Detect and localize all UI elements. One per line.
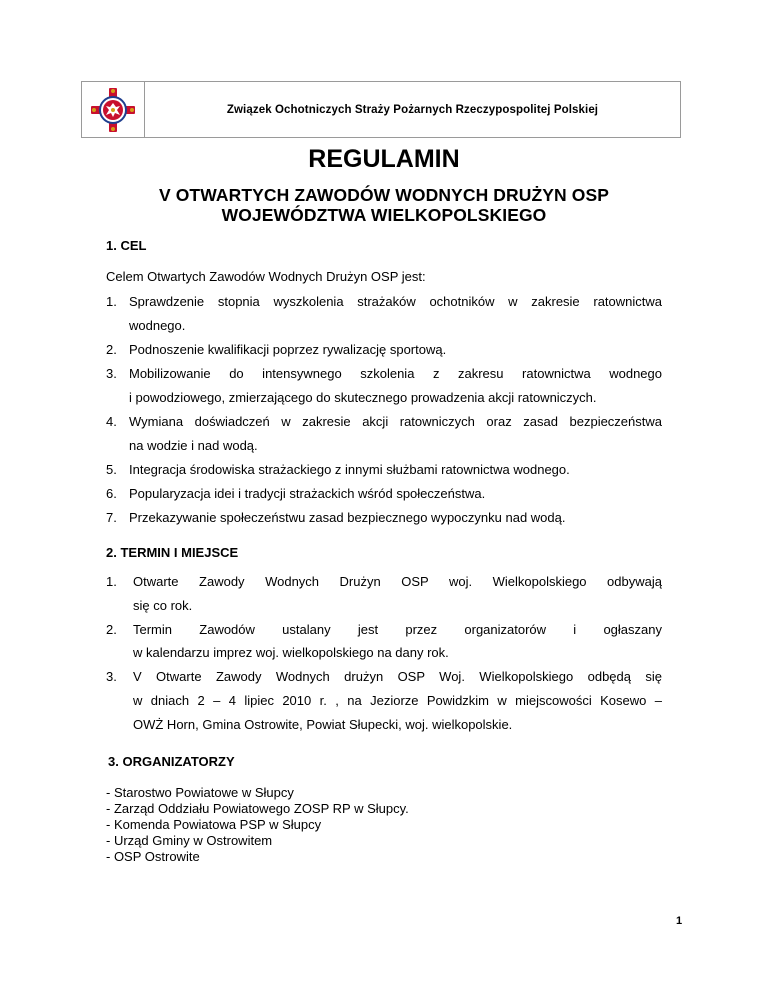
section-heading-cel: 1. CEL <box>106 238 147 253</box>
list-item-number: 3. <box>106 669 117 684</box>
page-title: REGULAMIN <box>308 145 460 173</box>
list-item-text: Integracja środowiska strażackiego z innymi służbami ratownictwa wodnego. <box>129 462 570 477</box>
section-intro: Celem Otwartych Zawodów Wodnych Drużyn OSP jest: <box>106 269 426 284</box>
list-item-number: 2. <box>106 342 117 357</box>
list-item-text: V Otwarte Zawody Wodnych drużyn OSP Woj. Wielkopolskiego odbędą się <box>133 669 662 684</box>
list-item-text-cont: wodnego. <box>129 318 186 333</box>
page-number: 1 <box>676 915 683 927</box>
list-item-number: 7. <box>106 510 117 525</box>
subtitle-line-2: WOJEWÓDZTWA WIELKOPOLSKIEGO <box>221 205 547 225</box>
organizer-item: - Zarząd Oddziału Powiatowego ZOSP RP w Słupcy. <box>106 801 409 816</box>
list-item-text: Termin Zawodów ustalany jest przez organizatorów i ogłaszany <box>133 622 662 637</box>
list-item-number: 5. <box>106 462 117 477</box>
list-item-text: Otwarte Zawody Wodnych Drużyn OSP woj. Wielkopolskiego odbywają <box>133 574 662 589</box>
zosp-logo <box>82 82 145 137</box>
list-item-text-cont: OWŻ Horn, Gmina Ostrowite, Powiat Słupecki, woj. wielkopolskie. <box>133 717 513 732</box>
section-heading-termin: 2. TERMIN I MIEJSCE <box>106 545 239 560</box>
list-item-text-cont: się co rok. <box>133 598 193 613</box>
list-item-number: 4. <box>106 414 117 429</box>
section-heading-organizatorzy: 3. ORGANIZATORZY <box>108 754 235 769</box>
list-item-text-cont: w kalendarzu imprez woj. wielkopolskiego na dany rok. <box>133 645 449 660</box>
list-item-number: 2. <box>106 622 117 637</box>
list-item-text: Wymiana doświadczeń w zakresie akcji ratowniczych oraz zasad bezpieczeństwa <box>129 414 662 429</box>
organizer-item: - Starostwo Powiatowe w Słupcy <box>106 785 294 800</box>
organizer-item: - OSP Ostrowite <box>106 849 200 864</box>
list-item-text-cont: i powodziowego, zmierzającego do skutecznego prowadzenia akcji ratowniczych. <box>129 390 597 405</box>
list-item-number: 1. <box>106 574 117 589</box>
list-item-text: Popularyzacja idei i tradycji strażackich wśród społeczeństwa. <box>129 486 486 501</box>
list-item-text-cont: w dniach 2 – 4 lipiec 2010 r. , na Jeziorze Powidzkim w miejscowości Kosewo – <box>133 693 662 708</box>
list-item-text: Mobilizowanie do intensywnego szkolenia z zakresu ratownictwa wodnego <box>129 366 662 381</box>
organizer-item: - Komenda Powiatowa PSP w Słupcy <box>106 817 322 832</box>
list-item-number: 6. <box>106 486 117 501</box>
list-item-text-cont: na wodzie i nad wodą. <box>129 438 258 453</box>
list-item-number: 3. <box>106 366 117 381</box>
zosp-emblem-icon <box>90 87 136 133</box>
list-item-text: Sprawdzenie stopnia wyszkolenia strażaków ochotników w zakresie ratownictwa <box>129 294 662 309</box>
list-item-number: 1. <box>106 294 117 309</box>
organizer-item: - Urząd Gminy w Ostrowitem <box>106 833 273 848</box>
list-item-text: Przekazywanie społeczeństwu zasad bezpiecznego wypoczynku nad wodą. <box>129 510 566 525</box>
subtitle-line-1: V OTWARTYCH ZAWODÓW WODNYCH DRUŻYN OSP <box>158 185 610 205</box>
list-item-text: Podnoszenie kwalifikacji poprzez rywalizację sportową. <box>129 342 447 357</box>
header-box <box>81 81 681 138</box>
organization-name: Związek Ochotniczych Straży Pożarnych Rzeczypospolitej Polskiej <box>226 103 599 116</box>
